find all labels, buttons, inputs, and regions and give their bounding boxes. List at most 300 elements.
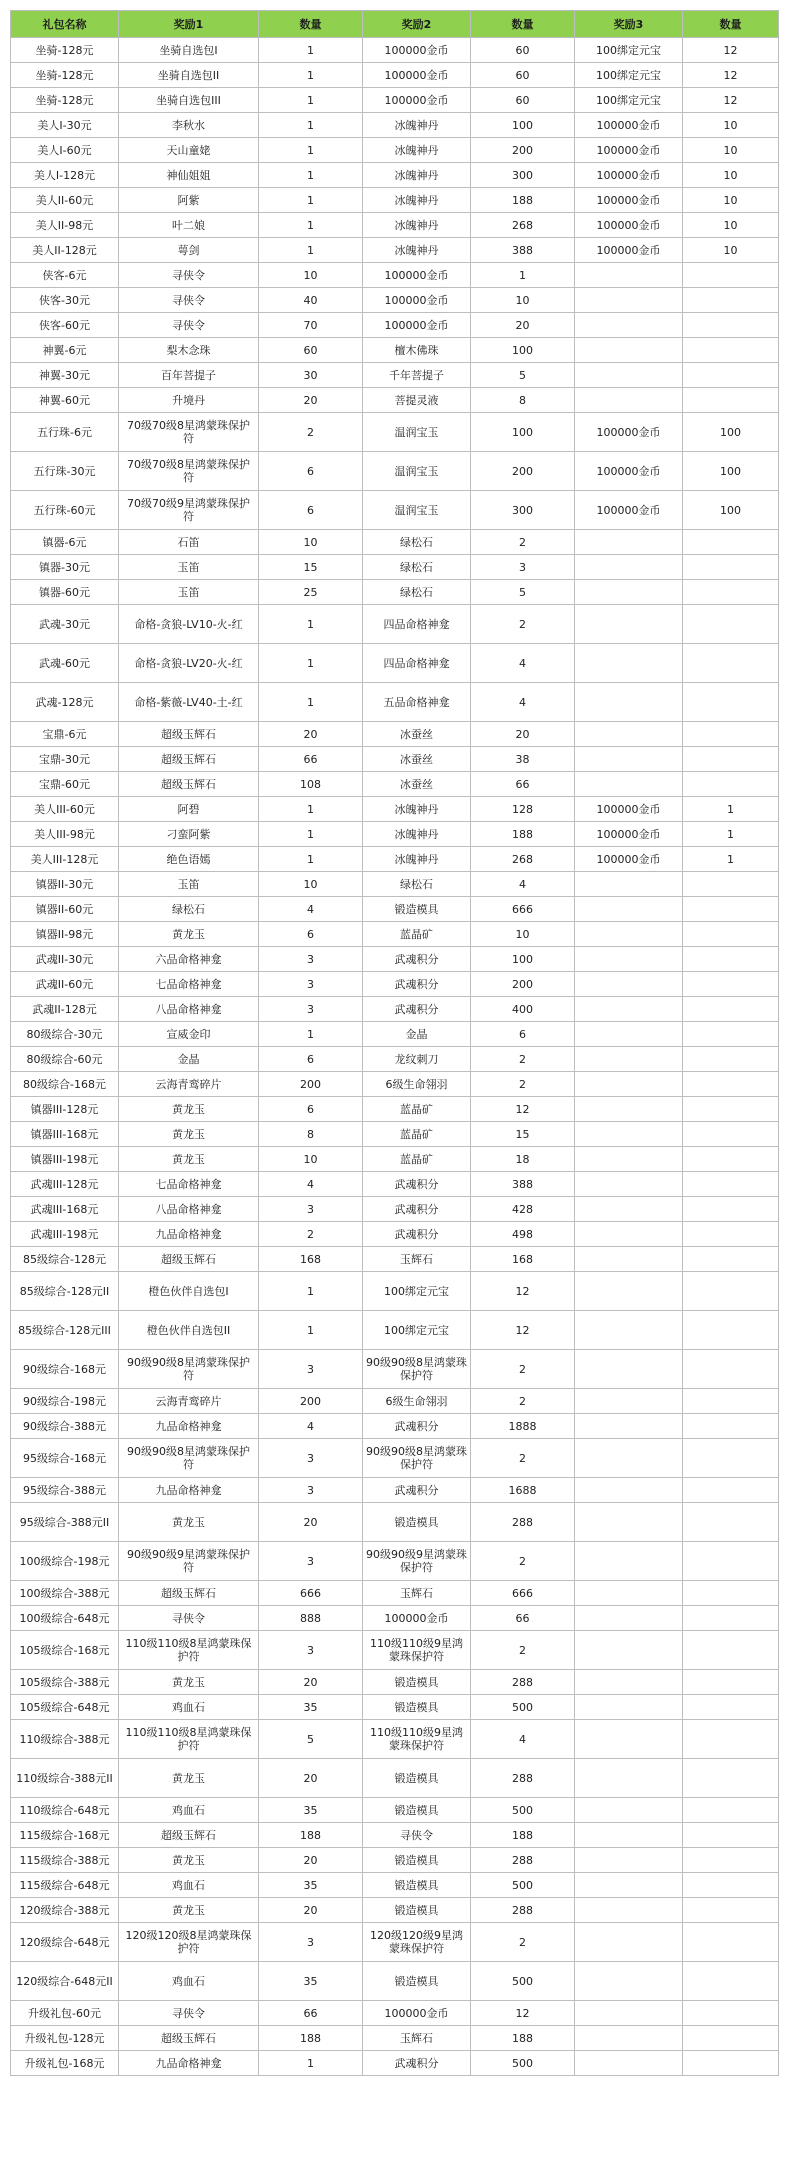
cell-reward-3 <box>575 1670 683 1695</box>
cell-quantity-1: 10 <box>259 263 363 288</box>
cell-quantity-1: 40 <box>259 288 363 313</box>
cell-reward-1: 鸡血石 <box>119 1962 259 2001</box>
cell-pack-name: 五行珠-6元 <box>11 413 119 452</box>
cell-quantity-3 <box>683 605 779 644</box>
cell-quantity-2: 66 <box>471 772 575 797</box>
table-row <box>11 1122 779 1147</box>
cell-pack-name: 115级综合-388元 <box>11 1848 119 1873</box>
cell-pack-name: 105级综合-168元 <box>11 1631 119 1670</box>
cell-quantity-3 <box>683 1606 779 1631</box>
cell-quantity-3 <box>683 288 779 313</box>
table-row <box>11 1848 779 1873</box>
cell-quantity-2: 12 <box>471 1097 575 1122</box>
cell-reward-2: 绿松石 <box>363 530 471 555</box>
cell-quantity-2: 288 <box>471 1503 575 1542</box>
table-row <box>11 605 779 644</box>
header-row <box>11 11 779 38</box>
cell-reward-3 <box>575 288 683 313</box>
table-row <box>11 1873 779 1898</box>
cell-quantity-1: 200 <box>259 1072 363 1097</box>
cell-reward-1: 玉笛 <box>119 872 259 897</box>
cell-reward-1: 九品命格神龛 <box>119 1478 259 1503</box>
cell-pack-name: 神翼-6元 <box>11 338 119 363</box>
table-row <box>11 1072 779 1097</box>
cell-quantity-2: 5 <box>471 363 575 388</box>
cell-quantity-2: 188 <box>471 2026 575 2051</box>
table-row <box>11 797 779 822</box>
cell-reward-1: 90级90级9星鸿蒙珠保护符 <box>119 1542 259 1581</box>
cell-quantity-3 <box>683 922 779 947</box>
cell-quantity-1: 20 <box>259 1670 363 1695</box>
cell-quantity-2: 288 <box>471 1898 575 1923</box>
cell-reward-3 <box>575 1097 683 1122</box>
table-row <box>11 922 779 947</box>
cell-quantity-3 <box>683 1670 779 1695</box>
cell-quantity-3 <box>683 2051 779 2076</box>
cell-quantity-3: 10 <box>683 163 779 188</box>
cell-quantity-1: 3 <box>259 1478 363 1503</box>
cell-pack-name: 110级综合-388元II <box>11 1759 119 1798</box>
table-row <box>11 163 779 188</box>
table-row <box>11 897 779 922</box>
cell-reward-1: 黄龙玉 <box>119 1670 259 1695</box>
table-row <box>11 338 779 363</box>
cell-quantity-3 <box>683 1247 779 1272</box>
cell-quantity-3 <box>683 1631 779 1670</box>
cell-reward-1: 云海青鸾碎片 <box>119 1389 259 1414</box>
cell-reward-2: 冰魄神丹 <box>363 847 471 872</box>
cell-pack-name: 武魂III-198元 <box>11 1222 119 1247</box>
table-row <box>11 644 779 683</box>
cell-quantity-2: 666 <box>471 897 575 922</box>
cell-reward-1: 刁蛮阿紫 <box>119 822 259 847</box>
cell-reward-2: 玉辉石 <box>363 1247 471 1272</box>
table-row <box>11 313 779 338</box>
cell-quantity-3 <box>683 338 779 363</box>
cell-reward-3 <box>575 1172 683 1197</box>
cell-reward-2: 锻造模具 <box>363 1848 471 1873</box>
cell-reward-1: 百年菩提子 <box>119 363 259 388</box>
table-row <box>11 38 779 63</box>
cell-quantity-3 <box>683 1072 779 1097</box>
cell-quantity-2: 2 <box>471 1072 575 1097</box>
cell-reward-3: 100000金币 <box>575 491 683 530</box>
table-row <box>11 1542 779 1581</box>
cell-quantity-3 <box>683 1197 779 1222</box>
cell-quantity-1: 20 <box>259 388 363 413</box>
cell-pack-name: 武魂III-128元 <box>11 1172 119 1197</box>
cell-quantity-3: 1 <box>683 847 779 872</box>
cell-quantity-2: 200 <box>471 972 575 997</box>
cell-quantity-1: 20 <box>259 1848 363 1873</box>
cell-quantity-2: 5 <box>471 580 575 605</box>
table-row <box>11 413 779 452</box>
cell-reward-2: 100绑定元宝 <box>363 1272 471 1311</box>
cell-reward-1: 110级110级8星鸿蒙珠保护符 <box>119 1631 259 1670</box>
cell-quantity-2: 188 <box>471 188 575 213</box>
cell-pack-name: 100级综合-648元 <box>11 1606 119 1631</box>
cell-quantity-1: 1 <box>259 1272 363 1311</box>
cell-reward-2: 冰蚕丝 <box>363 722 471 747</box>
header-quantity-2: 数量 <box>471 11 575 38</box>
cell-reward-2: 寻侠令 <box>363 1823 471 1848</box>
cell-quantity-1: 1 <box>259 1022 363 1047</box>
cell-quantity-3 <box>683 1962 779 2001</box>
cell-quantity-2: 1888 <box>471 1414 575 1439</box>
cell-quantity-3 <box>683 722 779 747</box>
cell-quantity-2: 18 <box>471 1147 575 1172</box>
cell-quantity-1: 1 <box>259 138 363 163</box>
cell-reward-3 <box>575 1873 683 1898</box>
cell-reward-1: 黄龙玉 <box>119 1503 259 1542</box>
cell-quantity-3 <box>683 1350 779 1389</box>
table-row <box>11 1631 779 1670</box>
cell-reward-2: 蓝晶矿 <box>363 1122 471 1147</box>
cell-reward-3 <box>575 1695 683 1720</box>
cell-pack-name: 110级综合-388元 <box>11 1720 119 1759</box>
table-row <box>11 1247 779 1272</box>
cell-pack-name: 侠客-30元 <box>11 288 119 313</box>
cell-quantity-2: 288 <box>471 1759 575 1798</box>
table-row <box>11 1962 779 2001</box>
cell-reward-3: 100000金币 <box>575 163 683 188</box>
cell-quantity-2: 10 <box>471 922 575 947</box>
cell-pack-name: 120级综合-388元 <box>11 1898 119 1923</box>
cell-quantity-3 <box>683 1122 779 1147</box>
table-row <box>11 1581 779 1606</box>
table-row <box>11 388 779 413</box>
cell-reward-1: 九品命格神龛 <box>119 1222 259 1247</box>
cell-reward-1: 70级70级8星鸿蒙珠保护符 <box>119 413 259 452</box>
cell-reward-1: 玉笛 <box>119 555 259 580</box>
cell-pack-name: 镇器-30元 <box>11 555 119 580</box>
cell-reward-1: 九品命格神龛 <box>119 2051 259 2076</box>
cell-reward-3 <box>575 1759 683 1798</box>
cell-reward-1: 超级玉辉石 <box>119 2026 259 2051</box>
cell-reward-1: 六品命格神龛 <box>119 947 259 972</box>
cell-quantity-1: 1 <box>259 113 363 138</box>
cell-reward-2: 冰蚕丝 <box>363 747 471 772</box>
table-row <box>11 1350 779 1389</box>
cell-quantity-3 <box>683 1022 779 1047</box>
cell-pack-name: 镇器III-198元 <box>11 1147 119 1172</box>
cell-reward-1: 110级110级8星鸿蒙珠保护符 <box>119 1720 259 1759</box>
table-row <box>11 138 779 163</box>
cell-reward-1: 坐骑自选包II <box>119 63 259 88</box>
cell-quantity-1: 4 <box>259 897 363 922</box>
cell-quantity-1: 1 <box>259 88 363 113</box>
cell-quantity-2: 2 <box>471 530 575 555</box>
cell-pack-name: 宝鼎-6元 <box>11 722 119 747</box>
cell-quantity-3 <box>683 1097 779 1122</box>
cell-reward-2: 龙纹刺刀 <box>363 1047 471 1072</box>
cell-reward-3 <box>575 1389 683 1414</box>
cell-pack-name: 美人I-30元 <box>11 113 119 138</box>
cell-reward-1: 玉笛 <box>119 580 259 605</box>
cell-reward-2: 冰魄神丹 <box>363 188 471 213</box>
cell-quantity-2: 188 <box>471 822 575 847</box>
cell-quantity-1: 168 <box>259 1247 363 1272</box>
cell-pack-name: 侠客-6元 <box>11 263 119 288</box>
cell-quantity-1: 666 <box>259 1581 363 1606</box>
cell-pack-name: 80级综合-168元 <box>11 1072 119 1097</box>
cell-reward-1: 鸡血石 <box>119 1695 259 1720</box>
cell-reward-1: 橙色伙伴自选包II <box>119 1311 259 1350</box>
cell-quantity-3 <box>683 2026 779 2051</box>
cell-quantity-2: 1 <box>471 263 575 288</box>
cell-quantity-3 <box>683 1439 779 1478</box>
table-row <box>11 722 779 747</box>
cell-reward-3 <box>575 1072 683 1097</box>
table-row <box>11 1823 779 1848</box>
cell-pack-name: 95级综合-168元 <box>11 1439 119 1478</box>
cell-reward-1: 寻侠令 <box>119 263 259 288</box>
cell-quantity-3: 10 <box>683 188 779 213</box>
cell-reward-2: 锻造模具 <box>363 1503 471 1542</box>
cell-quantity-2: 6 <box>471 1022 575 1047</box>
cell-reward-2: 武魂积分 <box>363 972 471 997</box>
cell-pack-name: 镇器III-128元 <box>11 1097 119 1122</box>
table-row <box>11 1606 779 1631</box>
cell-pack-name: 镇器-60元 <box>11 580 119 605</box>
cell-quantity-1: 188 <box>259 2026 363 2051</box>
cell-quantity-2: 2 <box>471 1923 575 1962</box>
cell-pack-name: 105级综合-648元 <box>11 1695 119 1720</box>
cell-quantity-1: 1 <box>259 822 363 847</box>
cell-reward-2: 110级110级9星鸿蒙珠保护符 <box>363 1631 471 1670</box>
cell-reward-3: 100000金币 <box>575 822 683 847</box>
cell-reward-3: 100000金币 <box>575 138 683 163</box>
table-row <box>11 1022 779 1047</box>
cell-quantity-2: 4 <box>471 683 575 722</box>
cell-reward-1: 黄龙玉 <box>119 1848 259 1873</box>
cell-reward-2: 菩提灵液 <box>363 388 471 413</box>
table-row <box>11 872 779 897</box>
cell-reward-2: 6级生命翎羽 <box>363 1389 471 1414</box>
cell-quantity-2: 168 <box>471 1247 575 1272</box>
cell-quantity-2: 288 <box>471 1670 575 1695</box>
cell-quantity-3: 1 <box>683 822 779 847</box>
cell-quantity-2: 100 <box>471 113 575 138</box>
cell-reward-3 <box>575 555 683 580</box>
cell-reward-3 <box>575 2026 683 2051</box>
cell-quantity-2: 2 <box>471 1631 575 1670</box>
cell-reward-1: 寻侠令 <box>119 1606 259 1631</box>
table-row <box>11 772 779 797</box>
header-quantity-3: 数量 <box>683 11 779 38</box>
cell-quantity-2: 2 <box>471 605 575 644</box>
cell-pack-name: 美人II-128元 <box>11 238 119 263</box>
cell-reward-3 <box>575 605 683 644</box>
table-row <box>11 1478 779 1503</box>
cell-quantity-3: 12 <box>683 38 779 63</box>
cell-reward-3 <box>575 1898 683 1923</box>
cell-reward-2: 绿松石 <box>363 580 471 605</box>
cell-reward-2: 90级90级8星鸿蒙珠保护符 <box>363 1350 471 1389</box>
cell-reward-2: 锻造模具 <box>363 1759 471 1798</box>
cell-pack-name: 120级综合-648元II <box>11 1962 119 2001</box>
cell-quantity-3 <box>683 747 779 772</box>
cell-quantity-2: 388 <box>471 1172 575 1197</box>
cell-pack-name: 90级综合-198元 <box>11 1389 119 1414</box>
cell-reward-3 <box>575 1606 683 1631</box>
cell-quantity-2: 100 <box>471 413 575 452</box>
table-row <box>11 1147 779 1172</box>
cell-reward-1: 超级玉辉石 <box>119 1247 259 1272</box>
cell-reward-1: 命格-贪狼-LV10-火-红 <box>119 605 259 644</box>
cell-reward-2: 武魂积分 <box>363 1414 471 1439</box>
cell-reward-3: 100000金币 <box>575 413 683 452</box>
cell-reward-2: 金晶 <box>363 1022 471 1047</box>
cell-quantity-1: 2 <box>259 413 363 452</box>
cell-reward-2: 温润宝玉 <box>363 413 471 452</box>
cell-reward-2: 蓝晶矿 <box>363 1147 471 1172</box>
cell-reward-3 <box>575 922 683 947</box>
cell-reward-1: 70级70级8星鸿蒙珠保护符 <box>119 452 259 491</box>
cell-quantity-1: 1 <box>259 238 363 263</box>
table-row <box>11 113 779 138</box>
cell-reward-1: 超级玉辉石 <box>119 1581 259 1606</box>
cell-reward-1: 绝色语嫣 <box>119 847 259 872</box>
cell-quantity-1: 66 <box>259 747 363 772</box>
cell-reward-3 <box>575 1503 683 1542</box>
cell-pack-name: 升级礼包-60元 <box>11 2001 119 2026</box>
cell-reward-3 <box>575 772 683 797</box>
cell-quantity-2: 4 <box>471 1720 575 1759</box>
cell-quantity-1: 66 <box>259 2001 363 2026</box>
header-pack-name: 礼包名称 <box>11 11 119 38</box>
cell-reward-2: 100000金币 <box>363 88 471 113</box>
table-row <box>11 1670 779 1695</box>
cell-pack-name: 武魂II-128元 <box>11 997 119 1022</box>
table-row <box>11 238 779 263</box>
cell-pack-name: 85级综合-128元III <box>11 1311 119 1350</box>
table-row <box>11 1923 779 1962</box>
cell-quantity-2: 4 <box>471 644 575 683</box>
cell-quantity-2: 2 <box>471 1542 575 1581</box>
cell-reward-2: 武魂积分 <box>363 1478 471 1503</box>
table-row <box>11 1720 779 1759</box>
cell-pack-name: 美人III-98元 <box>11 822 119 847</box>
cell-quantity-1: 1 <box>259 605 363 644</box>
cell-quantity-3 <box>683 1272 779 1311</box>
cell-reward-3 <box>575 1222 683 1247</box>
cell-quantity-3 <box>683 2001 779 2026</box>
cell-quantity-1: 3 <box>259 947 363 972</box>
cell-reward-3 <box>575 1631 683 1670</box>
cell-pack-name: 115级综合-168元 <box>11 1823 119 1848</box>
cell-pack-name: 镇器II-60元 <box>11 897 119 922</box>
cell-pack-name: 95级综合-388元 <box>11 1478 119 1503</box>
cell-pack-name: 90级综合-168元 <box>11 1350 119 1389</box>
cell-reward-1: 120级120级8星鸿蒙珠保护符 <box>119 1923 259 1962</box>
cell-quantity-2: 666 <box>471 1581 575 1606</box>
cell-reward-1: 坐骑自选包III <box>119 88 259 113</box>
cell-pack-name: 120级综合-648元 <box>11 1923 119 1962</box>
table-row <box>11 822 779 847</box>
cell-pack-name: 美人I-128元 <box>11 163 119 188</box>
cell-reward-2: 冰魄神丹 <box>363 797 471 822</box>
header-quantity-1: 数量 <box>259 11 363 38</box>
cell-quantity-3 <box>683 897 779 922</box>
cell-quantity-2: 400 <box>471 997 575 1022</box>
cell-quantity-1: 3 <box>259 972 363 997</box>
cell-quantity-1: 35 <box>259 1798 363 1823</box>
cell-reward-1: 神仙姐姐 <box>119 163 259 188</box>
table-row <box>11 1439 779 1478</box>
cell-quantity-1: 10 <box>259 872 363 897</box>
cell-reward-1: 坐骑自选包I <box>119 38 259 63</box>
cell-reward-3 <box>575 363 683 388</box>
cell-quantity-3 <box>683 644 779 683</box>
cell-reward-3 <box>575 1823 683 1848</box>
cell-quantity-1: 1 <box>259 63 363 88</box>
cell-quantity-3 <box>683 388 779 413</box>
cell-reward-2: 110级110级9星鸿蒙珠保护符 <box>363 1720 471 1759</box>
cell-quantity-2: 498 <box>471 1222 575 1247</box>
cell-quantity-3 <box>683 1311 779 1350</box>
table-row <box>11 1311 779 1350</box>
cell-quantity-1: 108 <box>259 772 363 797</box>
cell-reward-2: 6级生命翎羽 <box>363 1072 471 1097</box>
cell-reward-1: 阿碧 <box>119 797 259 822</box>
cell-reward-3: 100000金币 <box>575 452 683 491</box>
cell-quantity-3: 12 <box>683 63 779 88</box>
cell-quantity-3 <box>683 580 779 605</box>
cell-quantity-1: 1 <box>259 683 363 722</box>
table-row <box>11 363 779 388</box>
cell-reward-1: 云海青鸾碎片 <box>119 1072 259 1097</box>
cell-reward-3 <box>575 1581 683 1606</box>
cell-quantity-2: 2 <box>471 1389 575 1414</box>
cell-reward-3: 100000金币 <box>575 188 683 213</box>
cell-quantity-1: 35 <box>259 1873 363 1898</box>
cell-quantity-3 <box>683 1581 779 1606</box>
table-row <box>11 1503 779 1542</box>
table-row <box>11 683 779 722</box>
cell-pack-name: 神翼-30元 <box>11 363 119 388</box>
table-row <box>11 1414 779 1439</box>
cell-quantity-1: 30 <box>259 363 363 388</box>
table-row <box>11 1759 779 1798</box>
cell-reward-1: 黄龙玉 <box>119 1122 259 1147</box>
cell-reward-2: 四品命格神龛 <box>363 605 471 644</box>
cell-quantity-1: 888 <box>259 1606 363 1631</box>
cell-reward-2: 锻造模具 <box>363 1695 471 1720</box>
cell-quantity-2: 100 <box>471 338 575 363</box>
cell-reward-1: 鸡血石 <box>119 1798 259 1823</box>
cell-reward-2: 温润宝玉 <box>363 491 471 530</box>
cell-reward-1: 黄龙玉 <box>119 1898 259 1923</box>
cell-reward-2: 100000金币 <box>363 1606 471 1631</box>
cell-quantity-2: 60 <box>471 88 575 113</box>
cell-quantity-3 <box>683 1759 779 1798</box>
cell-reward-3 <box>575 897 683 922</box>
cell-quantity-2: 500 <box>471 1798 575 1823</box>
cell-reward-2: 100000金币 <box>363 38 471 63</box>
cell-reward-3 <box>575 1272 683 1311</box>
cell-reward-3 <box>575 1350 683 1389</box>
cell-quantity-1: 70 <box>259 313 363 338</box>
cell-quantity-1: 4 <box>259 1172 363 1197</box>
table-row <box>11 580 779 605</box>
cell-quantity-3 <box>683 1389 779 1414</box>
cell-reward-2: 90级90级9星鸿蒙珠保护符 <box>363 1542 471 1581</box>
cell-reward-1: 命格-紫薇-LV40-土-红 <box>119 683 259 722</box>
cell-reward-2: 武魂积分 <box>363 947 471 972</box>
cell-pack-name: 武魂-128元 <box>11 683 119 722</box>
cell-reward-3: 100000金币 <box>575 797 683 822</box>
